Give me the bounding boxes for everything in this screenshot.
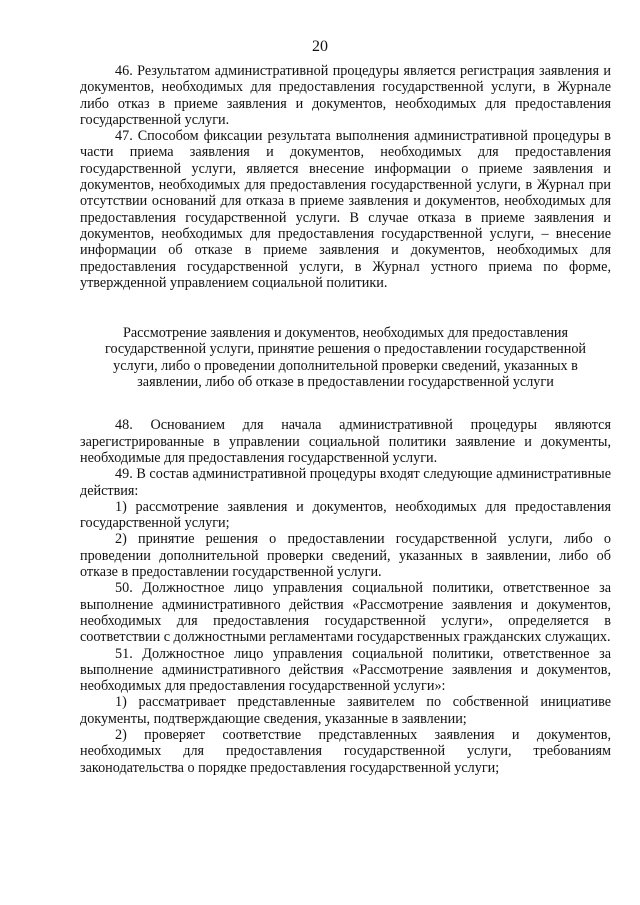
paragraph-46: 46. Результатом административной процедуры является регистрация заявления и документов, необходимых для предоставления государственной услуги, в Журнале либо отказ в приеме заявления и документов, необходимых для предоставления государственной услуги. bbox=[80, 63, 611, 128]
section-title: Рассмотрение заявления и документов, необходимых для предоставления государственной услуги, принятие решения о предоставлении государственной услуги, либо о проведении дополнительной проверки сведений, указанных в заявлении, либо об отказе в предоставлении государственной услуги bbox=[104, 325, 587, 391]
list-item-51-1: 1) рассматривает представленные заявителем по собственной инициативе документы, подтверждающие сведения, указанные в заявлении; bbox=[80, 694, 611, 727]
paragraph-48: 48. Основанием для начала административной процедуры являются зарегистрированные в управлении социальной политики заявление и документы, необходимые для предоставления государственной услуги. bbox=[80, 417, 611, 466]
list-item-51-2: 2) проверяет соответствие представленных заявления и документов, необходимых для предоставления государственной услуги, требованиям законодательства о порядке предоставления государственной услуги; bbox=[80, 726, 611, 776]
list-item-49-1: 1) рассмотрение заявления и документов, необходимых для предоставления государственной услуги; bbox=[80, 498, 611, 532]
paragraph-50: 50. Должностное лицо управления социальной политики, ответственное за выполнение административного действия «Рассмотрение заявления и документов, необходимых для предоставления государственной услуги», определяется в соответствии с должностными регламентами государственных гражданских служащих. bbox=[80, 580, 611, 646]
paragraph-47: 47. Способом фиксации результата выполнения административной процедуры в части приема заявления и документов, необходимых для предоставления государственной услуги, является внесение информации о приеме заявления и документов, необходимых для предоставления государственной услуги, в Журнал при отсутствии оснований для отказа в приеме заявления и документов, необходимых для предоставления государственной услуги. В случае отказа в приеме заявления и документов, необходимых для предоставления государственной услуги, – внесение информации об отказе в приеме заявления и документов, необходимых для предоставления государственной услуги, в Журнал устного приема по форме, утвержденной управлением социальной политики. bbox=[80, 128, 611, 291]
page-number: 20 bbox=[312, 38, 328, 55]
document-body bbox=[80, 63, 611, 776]
paragraph-51: 51. Должностное лицо управления социальной политики, ответственное за выполнение административного действия «Рассмотрение заявления и документов, необходимых для предоставления государственной услуги»: bbox=[80, 645, 611, 695]
paragraph-49: 49. В состав административной процедуры входят следующие административные действия: bbox=[80, 466, 611, 499]
list-item-49-2: 2) принятие решения о предоставлении государственной услуги, либо о проведении дополнительной проверки сведений, указанных в заявлении, либо об отказе в предоставлении государственной услуги. bbox=[80, 531, 611, 581]
